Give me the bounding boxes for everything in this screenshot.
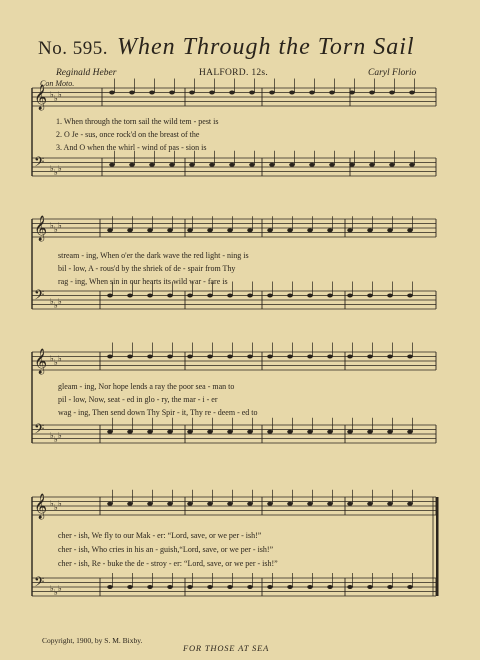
note-head bbox=[107, 355, 113, 359]
note-head bbox=[167, 585, 173, 589]
note-head bbox=[367, 294, 373, 298]
flat-accidental: ♭ bbox=[58, 431, 62, 440]
lyric-line: 2. O Je - sus, once rock'd on the breast of the bbox=[56, 130, 200, 139]
lyric-line: 3. And O when the whirl - wind of pas - sion is bbox=[56, 143, 207, 152]
lyric-line: cher - ish, Re - buke the de - stroy - er: “Lord, save, or we per - ish!” bbox=[58, 559, 278, 568]
note-head bbox=[307, 502, 313, 506]
note-head bbox=[307, 355, 313, 359]
note-head bbox=[127, 430, 133, 434]
note-head bbox=[267, 430, 273, 434]
flat-accidental: ♭ bbox=[50, 221, 54, 230]
note-head bbox=[127, 585, 133, 589]
flat-accidental: ♭ bbox=[54, 225, 58, 234]
note-head bbox=[187, 294, 193, 298]
note-head bbox=[169, 91, 175, 95]
note-head bbox=[227, 228, 233, 232]
note-head bbox=[407, 294, 413, 298]
note-head bbox=[107, 502, 113, 506]
note-head bbox=[327, 355, 333, 359]
lyric-line: wag - ing, Then send down Thy Spir - it, Thy re - deem - ed to bbox=[58, 408, 258, 417]
note-head bbox=[287, 294, 293, 298]
note-head bbox=[187, 502, 193, 506]
note-head bbox=[329, 163, 335, 167]
note-head bbox=[147, 355, 153, 359]
flat-accidental: ♭ bbox=[50, 297, 54, 306]
note-head bbox=[207, 585, 213, 589]
note-head bbox=[347, 430, 353, 434]
note-head bbox=[247, 585, 253, 589]
note-head bbox=[367, 355, 373, 359]
flat-accidental: ♭ bbox=[58, 221, 62, 230]
note-head bbox=[387, 430, 393, 434]
clef-symbol: 𝄢 bbox=[34, 287, 45, 306]
note-head bbox=[147, 585, 153, 589]
clef-symbol: 𝄢 bbox=[34, 421, 45, 440]
hymn-title: When Through the Torn Sail bbox=[117, 34, 415, 60]
clef-symbol: 𝄢 bbox=[34, 154, 45, 173]
note-head bbox=[387, 585, 393, 589]
note-head bbox=[407, 585, 413, 589]
flat-accidental: ♭ bbox=[50, 499, 54, 508]
note-head bbox=[147, 294, 153, 298]
note-head bbox=[369, 163, 375, 167]
note-head bbox=[327, 502, 333, 506]
lyric-line: pil - low, Now, seat - ed in glo - ry, the mar - i - er bbox=[58, 395, 218, 404]
clef-symbol: 𝄞 bbox=[34, 349, 48, 374]
note-head bbox=[307, 585, 313, 589]
note-head bbox=[407, 502, 413, 506]
flat-accidental: ♭ bbox=[54, 168, 58, 177]
note-head bbox=[409, 91, 415, 95]
note-head bbox=[167, 228, 173, 232]
note-head bbox=[169, 163, 175, 167]
flat-accidental: ♭ bbox=[50, 90, 54, 99]
note-head bbox=[149, 163, 155, 167]
flat-accidental: ♭ bbox=[50, 431, 54, 440]
note-head bbox=[287, 585, 293, 589]
note-head bbox=[347, 355, 353, 359]
note-head bbox=[267, 585, 273, 589]
note-head bbox=[267, 502, 273, 506]
note-head bbox=[207, 228, 213, 232]
note-head bbox=[289, 163, 295, 167]
lyric-line: cher - ish, We fly to our Mak - er: “Lord, save, or we per - ish!” bbox=[58, 531, 262, 540]
note-head bbox=[227, 502, 233, 506]
tempo-marking: Con Moto. bbox=[40, 79, 75, 88]
tune-name: HALFORD. 12s. bbox=[199, 68, 269, 78]
lyric-line: rag - ing, When sin in our hearts its wild war - fare is bbox=[58, 277, 228, 286]
note-head bbox=[387, 355, 393, 359]
note-head bbox=[307, 294, 313, 298]
hymn-number: No. 595. bbox=[38, 38, 108, 59]
note-head bbox=[187, 585, 193, 589]
note-head bbox=[327, 430, 333, 434]
note-head bbox=[307, 430, 313, 434]
note-head bbox=[247, 502, 253, 506]
lyric-line: stream - ing, When o'er the dark wave the red light - ning is bbox=[58, 251, 249, 260]
note-head bbox=[309, 163, 315, 167]
note-head bbox=[207, 355, 213, 359]
note-head bbox=[207, 294, 213, 298]
note-head bbox=[367, 585, 373, 589]
note-head bbox=[267, 294, 273, 298]
note-head bbox=[287, 228, 293, 232]
note-head bbox=[227, 294, 233, 298]
flat-accidental: ♭ bbox=[50, 354, 54, 363]
note-head bbox=[387, 502, 393, 506]
note-head bbox=[189, 91, 195, 95]
flat-accidental: ♭ bbox=[54, 588, 58, 597]
note-head bbox=[387, 228, 393, 232]
note-head bbox=[247, 355, 253, 359]
note-head bbox=[347, 228, 353, 232]
note-head bbox=[209, 91, 215, 95]
clef-symbol: 𝄞 bbox=[34, 216, 48, 241]
note-head bbox=[267, 355, 273, 359]
note-head bbox=[107, 585, 113, 589]
note-head bbox=[307, 228, 313, 232]
final-barline bbox=[436, 497, 439, 596]
note-head bbox=[167, 430, 173, 434]
note-head bbox=[369, 91, 375, 95]
note-head bbox=[187, 355, 193, 359]
clef-symbol: 𝄞 bbox=[34, 494, 48, 519]
note-head bbox=[347, 294, 353, 298]
note-head bbox=[329, 91, 335, 95]
note-head bbox=[129, 163, 135, 167]
note-head bbox=[347, 502, 353, 506]
note-head bbox=[127, 294, 133, 298]
note-head bbox=[189, 163, 195, 167]
occasion-label: FOR THOSE AT SEA bbox=[183, 643, 270, 653]
lyric-line: cher - ish, Who cries in his an - guish,“Lord, save, or we per - ish!” bbox=[58, 545, 274, 554]
note-head bbox=[147, 430, 153, 434]
note-head bbox=[287, 355, 293, 359]
lyric-line: gleam - ing, Nor hope lends a ray the poor sea - man to bbox=[58, 382, 235, 391]
note-head bbox=[367, 430, 373, 434]
author-credit: Reginald Heber bbox=[56, 68, 117, 78]
lyric-line: bil - low, A - rous'd by the shriek of de - spair from Thy bbox=[58, 264, 236, 273]
note-head bbox=[409, 163, 415, 167]
flat-accidental: ♭ bbox=[54, 358, 58, 367]
note-head bbox=[327, 585, 333, 589]
note-head bbox=[247, 430, 253, 434]
flat-accidental: ♭ bbox=[50, 164, 54, 173]
note-head bbox=[229, 163, 235, 167]
note-head bbox=[287, 502, 293, 506]
note-head bbox=[367, 228, 373, 232]
note-head bbox=[407, 430, 413, 434]
note-head bbox=[187, 430, 193, 434]
copyright-notice: Copyright, 1900, by S. M. Bixby. bbox=[42, 636, 143, 645]
note-head bbox=[247, 294, 253, 298]
clef-symbol: 𝄢 bbox=[34, 574, 45, 593]
note-head bbox=[147, 228, 153, 232]
note-head bbox=[289, 91, 295, 95]
note-head bbox=[267, 228, 273, 232]
note-head bbox=[287, 430, 293, 434]
flat-accidental: ♭ bbox=[50, 584, 54, 593]
note-head bbox=[247, 228, 253, 232]
note-head bbox=[107, 430, 113, 434]
flat-accidental: ♭ bbox=[58, 584, 62, 593]
note-head bbox=[407, 355, 413, 359]
lyric-line: 1. When through the torn sail the wild tem - pest is bbox=[56, 117, 219, 126]
note-head bbox=[269, 163, 275, 167]
note-head bbox=[227, 430, 233, 434]
note-head bbox=[127, 228, 133, 232]
clef-symbol: 𝄞 bbox=[34, 85, 48, 110]
flat-accidental: ♭ bbox=[58, 354, 62, 363]
note-head bbox=[309, 91, 315, 95]
flat-accidental: ♭ bbox=[58, 164, 62, 173]
flat-accidental: ♭ bbox=[54, 301, 58, 310]
note-head bbox=[149, 91, 155, 95]
note-head bbox=[109, 91, 115, 95]
flat-accidental: ♭ bbox=[54, 435, 58, 444]
note-head bbox=[327, 294, 333, 298]
flat-accidental: ♭ bbox=[58, 90, 62, 99]
note-head bbox=[167, 294, 173, 298]
flat-accidental: ♭ bbox=[54, 503, 58, 512]
note-head bbox=[209, 163, 215, 167]
note-head bbox=[207, 502, 213, 506]
note-head bbox=[127, 502, 133, 506]
composer-credit: Caryl Florio bbox=[368, 68, 417, 78]
note-head bbox=[187, 228, 193, 232]
note-head bbox=[107, 228, 113, 232]
note-head bbox=[249, 163, 255, 167]
note-head bbox=[147, 502, 153, 506]
note-head bbox=[227, 355, 233, 359]
note-head bbox=[389, 91, 395, 95]
flat-accidental: ♭ bbox=[58, 297, 62, 306]
note-head bbox=[347, 585, 353, 589]
note-head bbox=[367, 502, 373, 506]
note-head bbox=[249, 91, 255, 95]
note-head bbox=[389, 163, 395, 167]
note-head bbox=[327, 228, 333, 232]
note-head bbox=[109, 163, 115, 167]
note-head bbox=[127, 355, 133, 359]
note-head bbox=[107, 294, 113, 298]
note-head bbox=[387, 294, 393, 298]
note-head bbox=[269, 91, 275, 95]
note-head bbox=[227, 585, 233, 589]
note-head bbox=[167, 355, 173, 359]
flat-accidental: ♭ bbox=[54, 94, 58, 103]
note-head bbox=[229, 91, 235, 95]
note-head bbox=[129, 91, 135, 95]
note-head bbox=[167, 502, 173, 506]
flat-accidental: ♭ bbox=[58, 499, 62, 508]
note-head bbox=[207, 430, 213, 434]
note-head bbox=[407, 228, 413, 232]
